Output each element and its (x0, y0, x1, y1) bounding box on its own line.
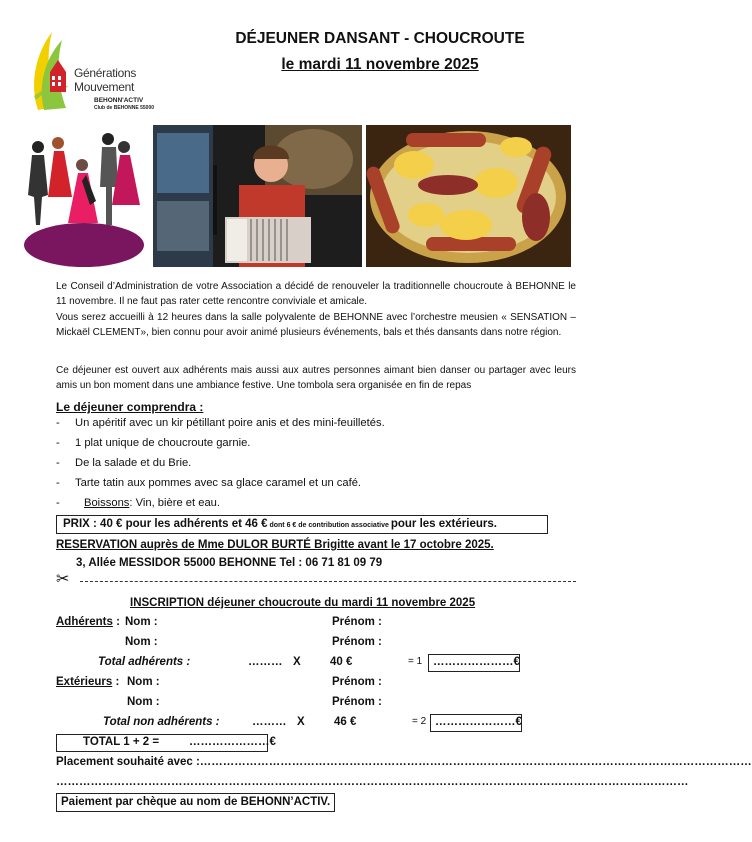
open-event-paragraph: Ce déjeuner est ouvert aux adhérents mais aussi aux autres personnes aimant bien danser ou partager avec leurs amis un bon moment dans une ambiance festive. Une tombola sera organisée en fin de repas (56, 365, 576, 391)
drinks-label: Boissons (84, 497, 130, 509)
list-item (56, 437, 576, 457)
exterieur-prenom-field-2[interactable]: Prénom : (332, 696, 382, 708)
list-dash: - (56, 417, 60, 429)
dancers-illustration (20, 125, 148, 267)
list-item (56, 497, 576, 517)
subtotal-2-label: = 2 (412, 716, 427, 727)
list-item (56, 417, 576, 437)
price-part2: pour les extérieurs. (390, 518, 497, 530)
exterieurs-heading (56, 676, 119, 688)
registration-title: INSCRIPTION déjeuner choucroute du mardi 11 novembre 2025 (130, 597, 476, 609)
adherent-prenom-field-1[interactable]: Prénom : (332, 616, 382, 628)
price-contribution-note: dont 6 € de contribution associative (267, 522, 391, 529)
list-item (56, 477, 576, 497)
event-date (200, 56, 560, 74)
reservation-info: RESERVATION auprès de Mme DULOR BURTÉ Brigitte avant le 17 octobre 2025. (56, 539, 494, 551)
subtotal-1-box[interactable]: …………………€ (428, 654, 520, 672)
adherent-nom-field-1[interactable]: Nom : (125, 616, 158, 628)
multiply-sign: X (293, 656, 301, 668)
venue-paragraph: Vous serez accueilli à 12 heures dans la salle polyvalente de BEHONNE avec l’orchestre meusien « SENSATION – Mickaël CLEMENT», bien connu pour avoir animé plusieurs événements, bals et thés dansants dans notre région. (56, 312, 576, 338)
exterieurs-colon: : (112, 676, 120, 688)
total-adherents-label: Total adhérents : (98, 656, 191, 668)
logo-text-generations: Générations (74, 66, 137, 80)
grand-total-dots: …………………€ (189, 736, 276, 748)
seating-preference-line-2[interactable]: ………………………………………………………………………………………………………………………………………………… (56, 776, 689, 788)
menu-item-drinks (84, 497, 220, 509)
exterieur-nom-field-2[interactable]: Nom : (127, 696, 160, 708)
adherent-nom-field-2[interactable]: Nom : (125, 636, 158, 648)
list-dash: - (56, 477, 60, 489)
logo-text-club: BEHONN'ACTIV (94, 97, 144, 104)
exterieur-unit-price: 46 € (334, 716, 357, 728)
adherent-unit-price: 40 € (330, 656, 353, 668)
exterieur-nom-field-1[interactable]: Nom : (127, 676, 160, 688)
intro-paragraph: Le Conseil d’Administration de votre Association a décidé de renouveler la traditionnelle choucroute à BEHONNE le 11 novembre. Il ne faut pas rater cette rencontre conviviale et amicale. (56, 281, 576, 307)
club-logo (24, 26, 164, 112)
payment-instructions: Paiement par chèque au nom de BEHONN’ACTIV. (56, 793, 335, 812)
list-dash: - (56, 497, 60, 509)
list-item (56, 457, 576, 477)
choucroute-dish-photo (366, 125, 571, 267)
exterieurs-count-field[interactable]: ……… (252, 716, 287, 728)
page-title: DÉJEUNER DANSANT - CHOUCROUTE (235, 30, 525, 47)
contact-address: 3, Allée MESSIDOR 55000 BEHONNE Tel : 06 71 81 09 79 (76, 557, 383, 569)
grand-total-label: TOTAL 1 + 2 = (83, 736, 160, 748)
menu-item-aperitif: Un apéritif avec un kir pétillant poire anis et des mini-feuilletés. (75, 417, 385, 429)
multiply-sign: X (297, 716, 305, 728)
dashed-divider (80, 581, 576, 582)
cut-line (56, 569, 576, 588)
menu-item-main: 1 plat unique de choucroute garnie. (75, 437, 251, 449)
logo-text-location: Club de BEHONNE 55000 (94, 105, 155, 111)
adherents-count-field[interactable]: ……… (248, 656, 283, 668)
adherent-prenom-field-2[interactable]: Prénom : (332, 636, 382, 648)
list-dash: - (56, 457, 60, 469)
adherents-colon: : (112, 616, 120, 628)
logo-text-mouvement: Mouvement (74, 80, 134, 94)
menu-list (56, 417, 576, 517)
list-dash: - (56, 437, 60, 449)
menu-item-salad: De la salade et du Brie. (75, 457, 192, 469)
adherents-label: Adhérents (56, 616, 113, 628)
scissors-icon: ✂ (56, 569, 70, 588)
seating-preference-field[interactable]: Placement souhaité avec :……………………………………………………………………………………………………………………………… (56, 756, 752, 768)
event-date-text: le mardi 11 novembre 2025 (281, 56, 479, 73)
menu-title: Le déjeuner comprendra : (56, 400, 204, 414)
drinks-value: : Vin, bière et eau. (129, 497, 221, 509)
total-non-adherents-label: Total non adhérents : (103, 716, 220, 728)
exterieurs-label: Extérieurs (56, 676, 113, 688)
adherents-heading (56, 616, 120, 628)
exterieur-prenom-field-1[interactable]: Prénom : (332, 676, 382, 688)
accordion-musician-photo (153, 125, 362, 267)
subtotal-1-label: = 1 (408, 656, 423, 667)
menu-item-dessert: Tarte tatin aux pommes avec sa glace caramel et un café. (75, 477, 362, 489)
price-part1: PRIX : 40 € pour les adhérents et 46 € (63, 518, 268, 530)
price-box (56, 515, 548, 534)
grand-total-box[interactable] (56, 734, 276, 752)
subtotal-2-box[interactable]: …………………€ (430, 714, 522, 732)
